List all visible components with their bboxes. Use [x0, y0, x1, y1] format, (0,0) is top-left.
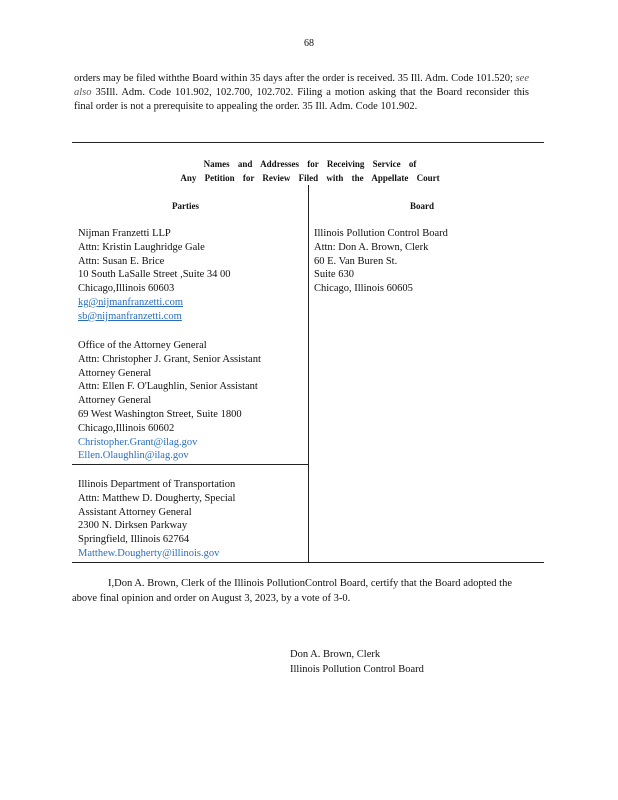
signature-org: Illinois Pollution Control Board — [290, 664, 424, 675]
parties-column-header: Parties — [172, 201, 199, 211]
signature-block — [290, 647, 424, 677]
email-link-ellen-olaughlin[interactable]: Ellen.Olaughlin@ilag.gov — [78, 450, 189, 462]
page-number: 68 — [304, 38, 314, 49]
see-also-italic: see also — [74, 73, 530, 98]
signature-name: Don A. Brown, Clerk — [290, 649, 381, 660]
party2-line: Office of the Attorney General — [78, 340, 207, 351]
party2-line: Attn: Ellen F. O'Laughlin, Senior Assistant — [78, 381, 258, 393]
party1-line: Nijman Franzetti LLP — [78, 228, 171, 239]
party2-line: Attorney General — [78, 367, 152, 379]
email-link-matthew-dougherty[interactable]: Matthew.Dougherty@illinois.gov — [78, 547, 220, 559]
party2-line: Attorney General — [78, 395, 152, 407]
intro-paragraph — [74, 72, 529, 113]
party3-line: Assistant Attorney General — [78, 506, 192, 518]
party-nijman-franzetti — [78, 227, 231, 324]
party-idot — [78, 478, 235, 561]
heading-line-2: Any Petition for Review Filed with the Appellate Court — [180, 172, 440, 183]
party2-line: Chicago,Illinois 60602 — [78, 422, 175, 434]
party-attorney-general — [78, 339, 261, 463]
email-link-kg[interactable]: kg@nijmanfranzetti.com — [78, 296, 184, 308]
column-divider — [308, 185, 309, 562]
party2-line: Attn: Christopher J. Grant, Senior Assistant — [78, 353, 261, 365]
email-link-sb[interactable]: sb@nijmanfranzetti.com — [78, 310, 182, 322]
email-link-christopher-grant[interactable]: Christopher.Grant@ilag.gov — [78, 436, 198, 448]
board-address — [314, 227, 448, 296]
intro-text-1: orders may be filed withthe Board within 35 days after the order is received. 35 Ill. Adm. Code 101.520; — [74, 73, 513, 84]
party1-line: Chicago,Illinois 60603 — [78, 283, 175, 295]
board-line: Chicago, Illinois 60605 — [314, 283, 413, 295]
board-line: Attn: Don A. Brown, Clerk — [314, 241, 429, 253]
intro-text-2: 35Ill. Adm. Code 101.902, 102.700, 102.702. Filing a motion asking that the Board reconsider this final order is not a prerequisite to appealing the order. 35 Ill. Adm. Code 101.902. — [74, 86, 529, 112]
party1-line: 10 South LaSalle Street ,Suite 34 00 — [78, 269, 231, 281]
party3-line: Springfield, Illinois 62764 — [78, 534, 190, 546]
certification-paragraph: I,Don A. Brown, Clerk of the Illinois PollutionControl Board, certify that the Board adopted the above final opinion and order on August 3, 2023, by a vote of 3-0. — [72, 578, 512, 604]
party-divider-rule — [72, 464, 308, 465]
party3-line: Illinois Department of Transportation — [78, 479, 236, 490]
board-column-header: Board — [410, 201, 435, 211]
top-rule — [72, 142, 544, 143]
board-line: Suite 630 — [314, 269, 354, 281]
party1-line: Attn: Susan E. Brice — [78, 255, 165, 267]
bottom-rule — [72, 562, 544, 563]
party2-line: 69 West Washington Street, Suite 1800 — [78, 408, 242, 420]
board-line: 60 E. Van Buren St. — [314, 255, 398, 267]
party3-line: 2300 N. Dirksen Parkway — [78, 520, 188, 532]
service-table-heading — [160, 158, 460, 185]
party1-line: Attn: Kristin Laughridge Gale — [78, 241, 205, 253]
board-line: Illinois Pollution Control Board — [314, 228, 448, 239]
party3-line: Attn: Matthew D. Dougherty, Special — [78, 492, 236, 504]
heading-line-1: Names and Addresses for Receiving Service of — [203, 159, 417, 169]
